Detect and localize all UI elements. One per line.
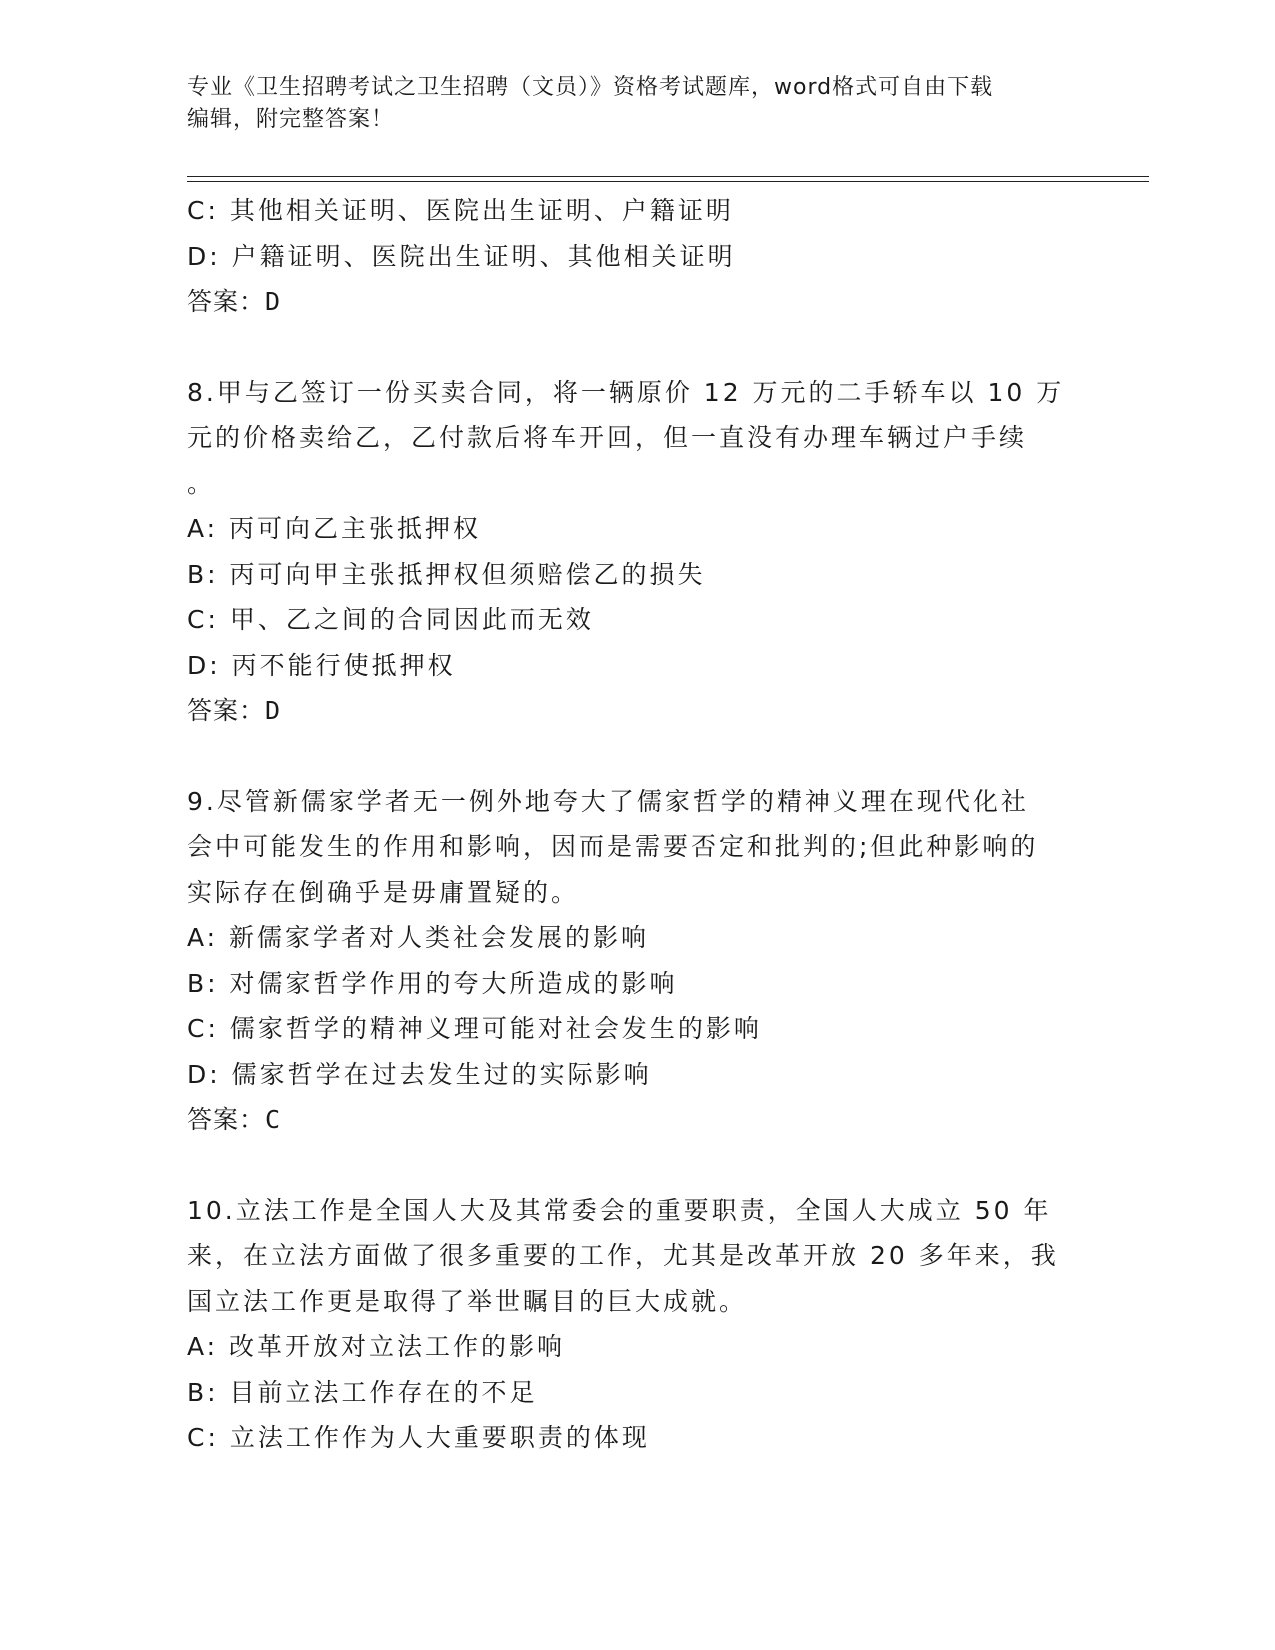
answer: 答案：D [187, 287, 282, 316]
option-c: C: 立法工作作为人大重要职责的体现 [187, 1423, 650, 1452]
header-line-1: 专业《卫生招聘考试之卫生招聘（文员）》资格考试题库，word格式可自由下载 [187, 75, 994, 100]
question-stem: 9.尽管新儒家学者无一例外地夸大了儒家哲学的精神义理在现代化社 会中可能发生的作用和影响，因而是需要否定和批判的;但此种影响的 实际存在倒确乎是毋庸置疑的。 [187, 786, 1039, 907]
option-b: B: 丙可向甲主张抵押权但须赔偿乙的损失 [187, 559, 706, 589]
answer: 答案：C [187, 1105, 282, 1134]
question-stem: 10.立法工作是全国人大及其常委会的重要职责，全国人大成立 50 年 来，在立法方面做了很多重要的工作，尤其是改革开放 20 多年来，我 国立法工作更是取得了举世瞩目的巨大成就。 [187, 1195, 1059, 1316]
option-c: C: 甲、乙之间的合同因此而无效 [187, 605, 594, 634]
question-8 [187, 370, 1087, 734]
question-7-continued [187, 188, 1087, 325]
option-d: D: 户籍证明、医院出生证明、其他相关证明 [187, 241, 736, 271]
option-a: A: 新儒家学者对人类社会发展的影响 [187, 923, 650, 952]
option-a: A: 丙可向乙主张抵押权 [187, 514, 482, 543]
option-c: C: 儒家哲学的精神义理可能对社会发生的影响 [187, 1014, 762, 1043]
header-divider-bottom [187, 181, 1149, 182]
question-content [187, 188, 1087, 1461]
answer: 答案：D [187, 696, 282, 725]
option-c: C: 其他相关证明、医院出生证明、户籍证明 [187, 196, 734, 225]
header-divider-top [187, 176, 1149, 177]
option-d: D: 丙不能行使抵押权 [187, 650, 456, 680]
option-a: A: 改革开放对立法工作的影响 [187, 1332, 566, 1361]
document-header [187, 72, 1087, 136]
option-b: B: 目前立法工作存在的不足 [187, 1377, 538, 1407]
option-d: D: 儒家哲学在过去发生过的实际影响 [187, 1059, 652, 1089]
option-b: B: 对儒家哲学作用的夸大所造成的影响 [187, 968, 678, 998]
question-9 [187, 779, 1087, 1143]
header-line-2: 编辑，附完整答案！ [187, 107, 395, 132]
question-10 [187, 1188, 1087, 1461]
question-stem: 8.甲与乙签订一份买卖合同，将一辆原价 12 万元的二手轿车以 10 万 元的价格卖给乙，乙付款后将车开回，但一直没有办理车辆过户手续 。 [187, 377, 1065, 498]
